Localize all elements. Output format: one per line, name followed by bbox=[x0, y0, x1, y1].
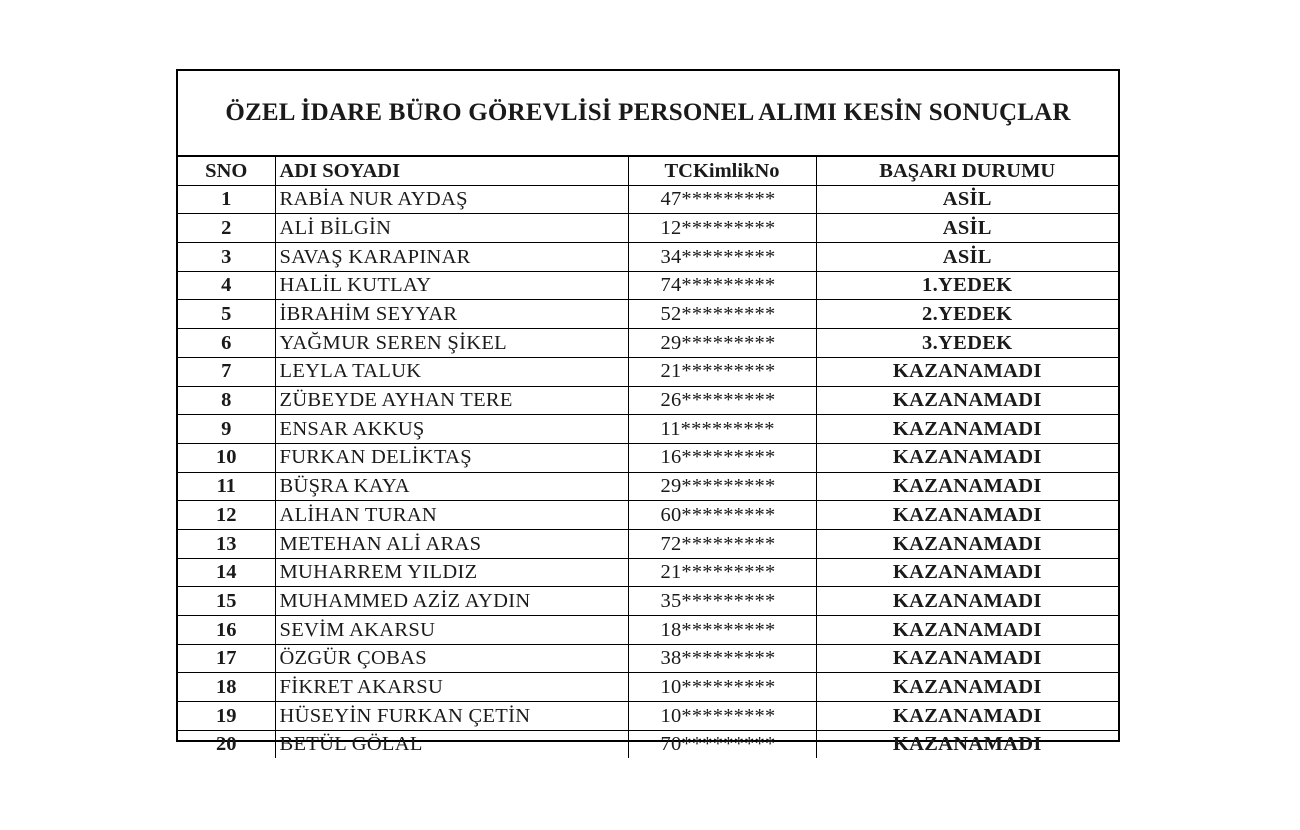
row-status: 2.YEDEK bbox=[816, 300, 1118, 329]
row-tc-number: 10********* bbox=[628, 673, 816, 702]
row-tc-number: 10********* bbox=[628, 702, 816, 731]
row-sno: 9 bbox=[178, 415, 275, 444]
row-name: ZÜBEYDE AYHAN TERE bbox=[275, 386, 628, 415]
row-status: KAZANAMADI bbox=[816, 702, 1118, 731]
row-name: ÖZGÜR ÇOBAS bbox=[275, 644, 628, 673]
row-name: YAĞMUR SEREN ŞİKEL bbox=[275, 329, 628, 358]
row-sno: 6 bbox=[178, 329, 275, 358]
row-sno: 8 bbox=[178, 386, 275, 415]
row-status: KAZANAMADI bbox=[816, 501, 1118, 530]
document-title: ÖZEL İDARE BÜRO GÖREVLİSİ PERSONEL ALIMI KESİN SONUÇLAR bbox=[225, 99, 1071, 126]
table-row bbox=[178, 443, 1118, 472]
table-row bbox=[178, 501, 1118, 530]
table-row bbox=[178, 730, 1118, 758]
row-status: KAZANAMADI bbox=[816, 730, 1118, 758]
row-name: RABİA NUR AYDAŞ bbox=[275, 185, 628, 214]
table-row bbox=[178, 243, 1118, 272]
table-row bbox=[178, 702, 1118, 731]
row-name: METEHAN ALİ ARAS bbox=[275, 529, 628, 558]
row-tc-number: 29********* bbox=[628, 472, 816, 501]
row-name: LEYLA TALUK bbox=[275, 357, 628, 386]
row-name: BÜŞRA KAYA bbox=[275, 472, 628, 501]
row-sno: 17 bbox=[178, 644, 275, 673]
row-sno: 10 bbox=[178, 443, 275, 472]
row-name: FİKRET AKARSU bbox=[275, 673, 628, 702]
row-tc-number: 21********* bbox=[628, 558, 816, 587]
row-status: ASİL bbox=[816, 214, 1118, 243]
row-name: SAVAŞ KARAPINAR bbox=[275, 243, 628, 272]
row-sno: 11 bbox=[178, 472, 275, 501]
results-table bbox=[178, 157, 1118, 758]
row-sno: 5 bbox=[178, 300, 275, 329]
row-tc-number: 29********* bbox=[628, 329, 816, 358]
row-sno: 19 bbox=[178, 702, 275, 731]
row-name: HÜSEYİN FURKAN ÇETİN bbox=[275, 702, 628, 731]
row-sno: 2 bbox=[178, 214, 275, 243]
row-status: KAZANAMADI bbox=[816, 529, 1118, 558]
title-box bbox=[178, 71, 1118, 157]
table-row bbox=[178, 673, 1118, 702]
column-header-sno: SNO bbox=[178, 157, 275, 185]
row-sno: 3 bbox=[178, 243, 275, 272]
row-status: ASİL bbox=[816, 185, 1118, 214]
row-sno: 20 bbox=[178, 730, 275, 758]
row-name: BETÜL GÖLAL bbox=[275, 730, 628, 758]
table-row bbox=[178, 329, 1118, 358]
row-sno: 7 bbox=[178, 357, 275, 386]
row-name: FURKAN DELİKTAŞ bbox=[275, 443, 628, 472]
row-tc-number: 74********* bbox=[628, 271, 816, 300]
row-name: SEVİM AKARSU bbox=[275, 616, 628, 645]
row-tc-number: 38********* bbox=[628, 644, 816, 673]
row-name: MUHARREM YILDIZ bbox=[275, 558, 628, 587]
row-sno: 4 bbox=[178, 271, 275, 300]
row-status: KAZANAMADI bbox=[816, 558, 1118, 587]
row-sno: 16 bbox=[178, 616, 275, 645]
column-header-status: BAŞARI DURUMU bbox=[816, 157, 1118, 185]
row-name: İBRAHİM SEYYAR bbox=[275, 300, 628, 329]
table-row bbox=[178, 185, 1118, 214]
row-tc-number: 60********* bbox=[628, 501, 816, 530]
table-row bbox=[178, 214, 1118, 243]
row-tc-number: 11********* bbox=[628, 415, 816, 444]
table-row bbox=[178, 587, 1118, 616]
row-tc-number: 18********* bbox=[628, 616, 816, 645]
row-name: ENSAR AKKUŞ bbox=[275, 415, 628, 444]
row-sno: 1 bbox=[178, 185, 275, 214]
table-row bbox=[178, 386, 1118, 415]
table-row bbox=[178, 357, 1118, 386]
row-status: KAZANAMADI bbox=[816, 472, 1118, 501]
row-tc-number: 26********* bbox=[628, 386, 816, 415]
results-document bbox=[176, 69, 1120, 756]
row-status: KAZANAMADI bbox=[816, 386, 1118, 415]
column-header-tc: TCKimlikNo bbox=[628, 157, 816, 185]
row-status: KAZANAMADI bbox=[816, 616, 1118, 645]
row-status: 1.YEDEK bbox=[816, 271, 1118, 300]
row-status: 3.YEDEK bbox=[816, 329, 1118, 358]
table-row bbox=[178, 644, 1118, 673]
row-tc-number: 35********* bbox=[628, 587, 816, 616]
row-sno: 15 bbox=[178, 587, 275, 616]
row-sno: 18 bbox=[178, 673, 275, 702]
row-status: KAZANAMADI bbox=[816, 415, 1118, 444]
row-name: HALİL KUTLAY bbox=[275, 271, 628, 300]
table-row bbox=[178, 271, 1118, 300]
table-row bbox=[178, 415, 1118, 444]
row-sno: 13 bbox=[178, 529, 275, 558]
row-tc-number: 34********* bbox=[628, 243, 816, 272]
row-sno: 14 bbox=[178, 558, 275, 587]
row-status: KAZANAMADI bbox=[816, 644, 1118, 673]
column-header-name: ADI SOYADI bbox=[275, 157, 628, 185]
table-row bbox=[178, 472, 1118, 501]
row-tc-number: 72********* bbox=[628, 529, 816, 558]
row-name: ALİ BİLGİN bbox=[275, 214, 628, 243]
table-header-row bbox=[178, 157, 1118, 185]
table-row bbox=[178, 616, 1118, 645]
row-status: KAZANAMADI bbox=[816, 357, 1118, 386]
row-tc-number: 16********* bbox=[628, 443, 816, 472]
row-tc-number: 52********* bbox=[628, 300, 816, 329]
row-name: MUHAMMED AZİZ AYDIN bbox=[275, 587, 628, 616]
row-tc-number: 21********* bbox=[628, 357, 816, 386]
row-tc-number: 12********* bbox=[628, 214, 816, 243]
row-status: ASİL bbox=[816, 243, 1118, 272]
table-row bbox=[178, 558, 1118, 587]
row-tc-number: 47********* bbox=[628, 185, 816, 214]
row-status: KAZANAMADI bbox=[816, 587, 1118, 616]
row-status: KAZANAMADI bbox=[816, 443, 1118, 472]
row-sno: 12 bbox=[178, 501, 275, 530]
table-row bbox=[178, 529, 1118, 558]
table-body bbox=[178, 185, 1118, 758]
row-tc-number: 70********* bbox=[628, 730, 816, 758]
row-status: KAZANAMADI bbox=[816, 673, 1118, 702]
table-row bbox=[178, 300, 1118, 329]
row-name: ALİHAN TURAN bbox=[275, 501, 628, 530]
